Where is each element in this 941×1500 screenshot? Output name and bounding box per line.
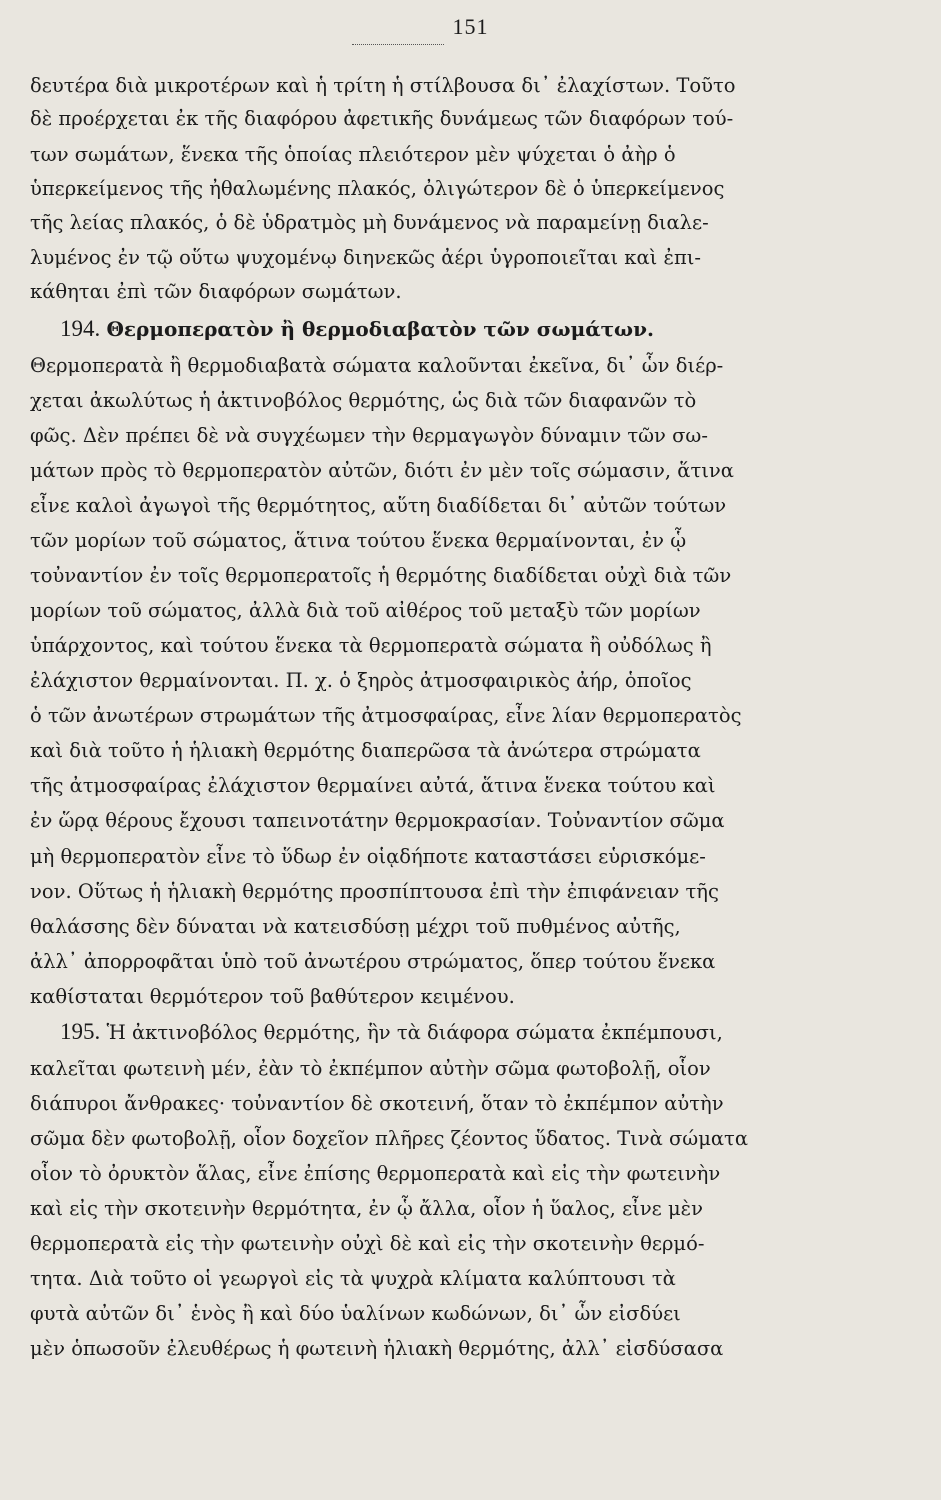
text-line: ἀλλ᾽ ἀπορροφᾶται ὑπὸ τοῦ ἀνωτέρου στρώματος, ὅπερ τούτου ἕνεκα <box>30 950 716 973</box>
text-line: ἐν ὥρᾳ θέρους ἔχουσι ταπεινοτάτην θερμοκρασίαν. Τοὐναντίον σῶμα <box>30 809 725 832</box>
text-line: τοὐναντίον ἐν τοῖς θερμοπερατοῖς ἡ θερμότης διαδίδεται οὐχὶ διὰ τῶν <box>30 564 732 587</box>
text-line: τῶν μορίων τοῦ σώματος, ἅτινα τούτου ἕνεκα θερμαίνονται, ἐν ᾧ <box>30 529 687 552</box>
page-number: 151 <box>452 14 489 39</box>
section-title: Θερμοπερατὸν ἢ θερμοδιαβατὸν τῶν σωμάτων. <box>106 317 654 341</box>
section-paragraph-195 <box>60 1017 785 1048</box>
text-line: ὁ τῶν ἀνωτέρων στρωμάτων τῆς ἀτμοσφαίρας, εἶνε λίαν θερμοπερατὸς <box>30 704 742 727</box>
text-line: ὑπερκείμενος τῆς ἠθαλωμένης πλακός, ὀλιγώτερον δὲ ὁ ὑπερκείμενος <box>30 177 725 200</box>
text-line: τητα. Διὰ τοῦτο οἱ γεωργοὶ εἰς τὰ ψυχρὰ κλίματα καλύπτουσι τὰ <box>30 1267 676 1290</box>
text-line: τῆς λείας πλακός, ὁ δὲ ὑδρατμὸς μὴ δυνάμενος νὰ παραμείνῃ διαλε- <box>30 211 709 234</box>
text-line: θαλάσσης δὲν δύναται νὰ κατεισδύσῃ μέχρι τοῦ πυθμένος αὐτῆς, <box>30 915 681 938</box>
text-line: χεται ἀκωλύτως ἡ ἀκτινοβόλος θερμότης, ὡς διὰ τῶν διαφανῶν τὸ <box>30 389 697 412</box>
text-line: εἶνε καλοὶ ἀγωγοὶ τῆς θερμότητος, αὕτη διαδίδεται δι᾽ αὐτῶν τούτων <box>30 494 727 517</box>
text-line: καὶ εἰς τὴν σκοτεινὴν θερμότητα, ἐν ᾧ ἄλλα, οἷον ἡ ὕαλος, εἶνε μὲν <box>30 1197 703 1220</box>
text-line: θερμοπερατὰ εἰς τὴν φωτεινὴν οὐχὶ δὲ καὶ εἰς τὴν σκοτεινὴν θερμό- <box>30 1232 705 1255</box>
text-line: διάπυροι ἄνθρακες· τοὐναντίον δὲ σκοτεινή, ὅταν τὸ ἐκπέμπον αὐτὴν <box>30 1092 724 1115</box>
text-line: οἷον τὸ ὀρυκτὸν ἅλας, εἶνε ἐπίσης θερμοπερατὰ καὶ εἰς τὴν φωτεινὴν <box>30 1162 721 1185</box>
text-line: λυμένος ἐν τῷ οὕτω ψυχομένῳ διηνεκῶς ἀέρι ὑγροποιεῖται καὶ ἐπι- <box>30 246 702 269</box>
text-line: δὲ προέρχεται ἐκ τῆς διαφόρου ἀφετικῆς δυνάμεως τῶν διαφόρων τού- <box>30 107 734 130</box>
text-line: φυτὰ αὐτῶν δι᾽ ἑνὸς ἢ καὶ δύο ὑαλίνων κωδώνων, δι᾽ ὧν εἰσδύει <box>30 1302 681 1325</box>
text-line: φῶς. Δὲν πρέπει δὲ νὰ συγχέωμεν τὴν θερμαγωγὸν δύναμιν τῶν σω- <box>30 424 708 447</box>
section-number: 195. <box>60 1019 101 1044</box>
text-line: ὑπάρχοντος, καὶ τούτου ἕνεκα τὰ θερμοπερατὰ σώματα ἢ οὐδόλως ἢ <box>30 634 712 657</box>
text-line: νον. Οὕτως ἡ ἡλιακὴ θερμότης προσπίπτουσα ἐπὶ τὴν ἐπιφάνειαν τῆς <box>30 880 719 903</box>
text-line: των σωμάτων, ἕνεκα τῆς ὁποίας πλειότερον μὲν ψύχεται ὁ ἀὴρ ὁ <box>30 143 676 166</box>
section-lead-text: Ἡ ἀκτινοβόλος θερμότης, ἣν τὰ διάφορα σώματα ἐκπέμπουσι, <box>106 1021 723 1044</box>
section-number: 194. <box>60 316 101 341</box>
text-line: Θερμοπερατὰ ἢ θερμοδιαβατὰ σώματα καλοῦνται ἐκεῖνα, δι᾽ ὧν διέρ- <box>30 354 724 377</box>
text-line: καθίσταται θερμότερον τοῦ βαθύτερον κειμένου. <box>30 985 515 1008</box>
text-line: σῶμα δὲν φωτοβολῇ, οἷον δοχεῖον πλῆρες ζέοντος ὕδατος. Τινὰ σώματα <box>30 1127 749 1150</box>
section-heading-194 <box>60 314 780 345</box>
text-line: μὴ θερμοπερατὸν εἶνε τὸ ὕδωρ ἐν οἱᾳδήποτε καταστάσει εὑρισκόμε- <box>30 845 706 868</box>
text-line: δευτέρα διὰ μικροτέρων καὶ ἡ τρίτη ἡ στίλβουσα δι᾽ ἐλαχίστων. Τοῦτο <box>30 74 736 97</box>
text-line: ἐλάχιστον θερμαίνονται. Π. χ. ὁ ξηρὸς ἀτμοσφαιρικὸς ἀήρ, ὁποῖος <box>30 669 692 692</box>
text-line: καλεῖται φωτεινὴ μέν, ἐὰν τὸ ἐκπέμπον αὐτὴν σῶμα φωτοβολῇ, οἷον <box>30 1057 711 1080</box>
header-rule <box>352 44 444 45</box>
text-line: καὶ διὰ τοῦτο ἡ ἡλιακὴ θερμότης διαπερῶσα τὰ ἀνώτερα στρώματα <box>30 739 701 762</box>
text-line: μὲν ὁπωσοῦν ἐλευθέρως ἡ φωτεινὴ ἡλιακὴ θερμότης, ἀλλ᾽ εἰσδύσασα <box>30 1337 724 1360</box>
text-line: μάτων πρὸς τὸ θερμοπερατὸν αὐτῶν, διότι ἐν μὲν τοῖς σώμασιν, ἅτινα <box>30 459 734 482</box>
text-line: κάθηται ἐπὶ τῶν διαφόρων σωμάτων. <box>30 280 402 303</box>
text-line: τῆς ἀτμοσφαίρας ἐλάχιστον θερμαίνει αὐτά, ἅτινα ἕνεκα τούτου καὶ <box>30 774 716 797</box>
text-line: μορίων τοῦ σώματος, ἀλλὰ διὰ τοῦ αἰθέρος τοῦ μεταξὺ τῶν μορίων <box>30 599 701 622</box>
